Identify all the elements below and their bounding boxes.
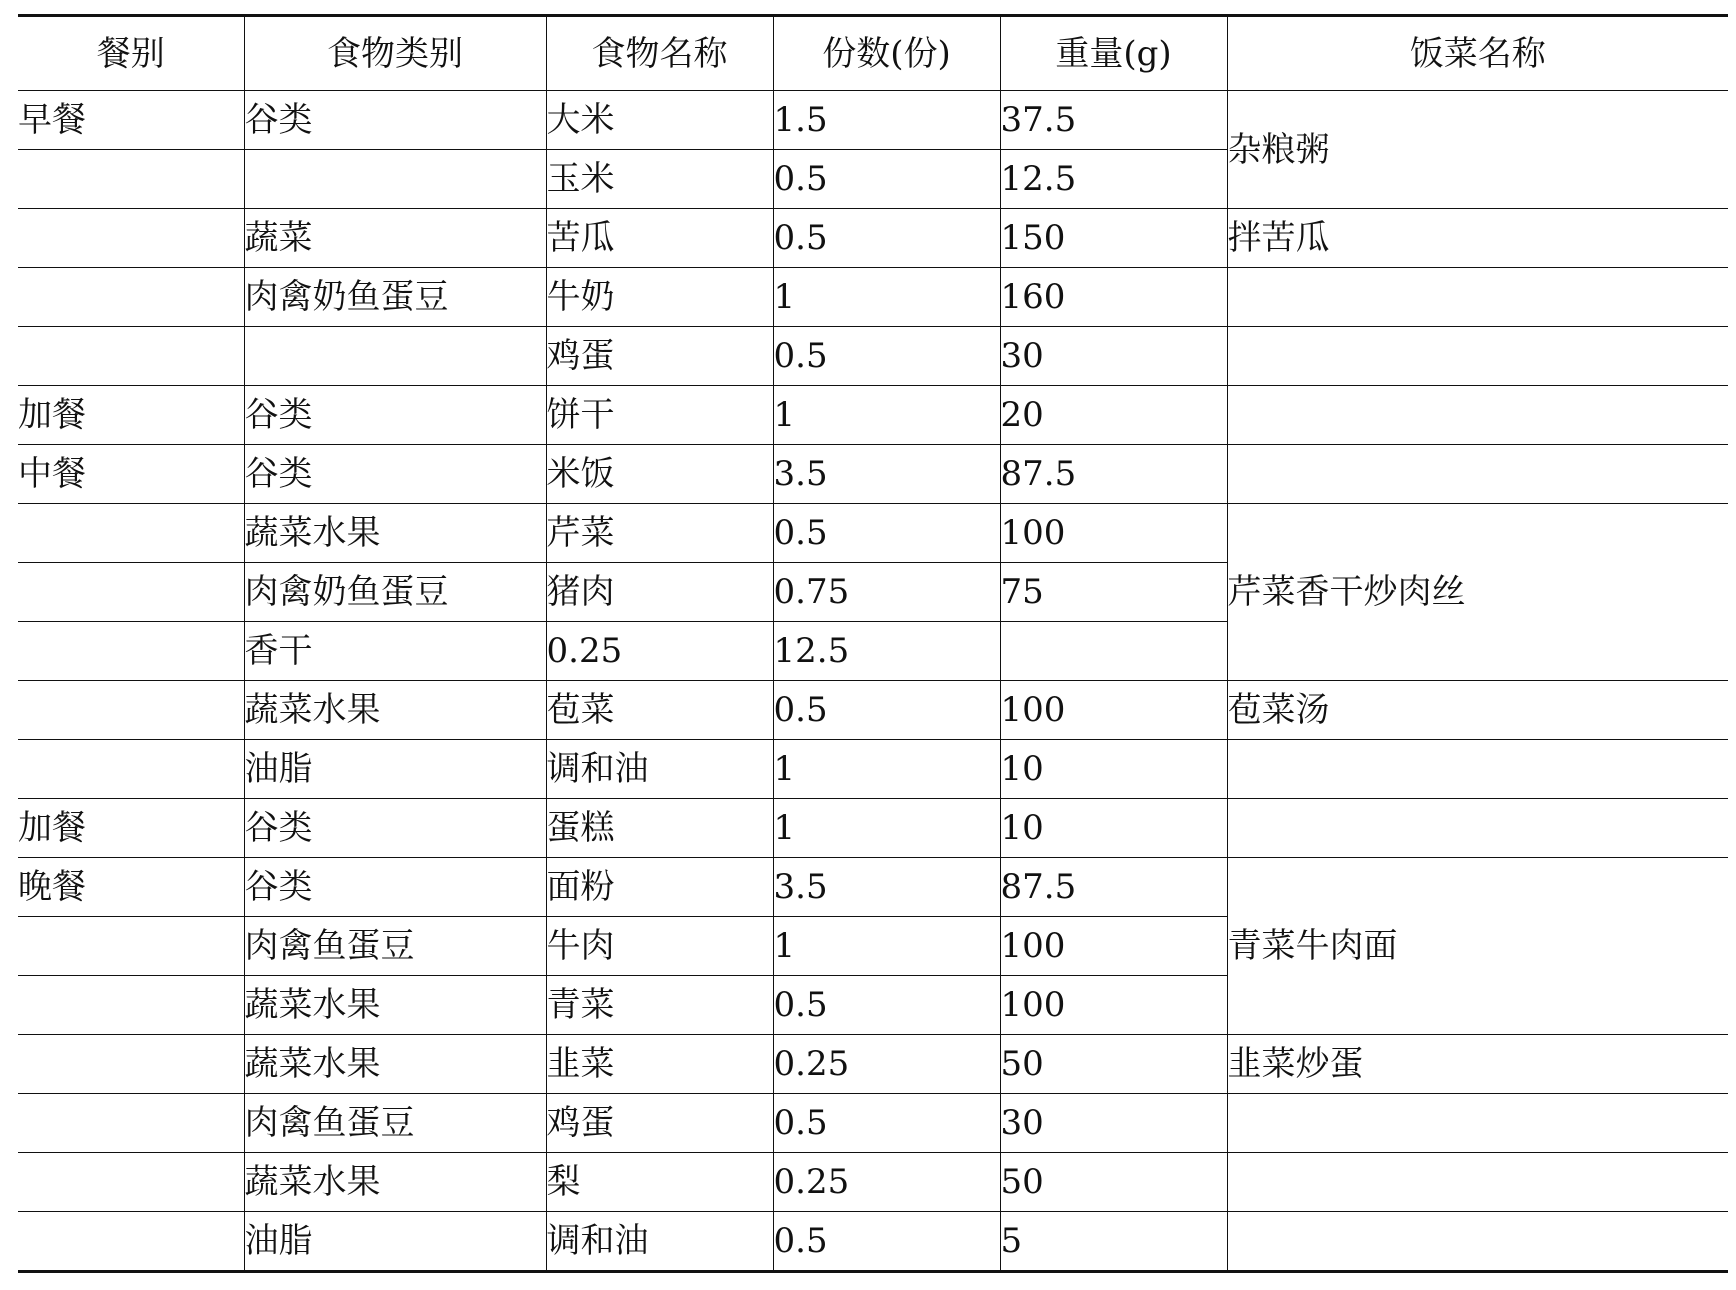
meal-cell: 中餐 — [18, 445, 244, 504]
portions-cell: 3.5 — [773, 858, 1000, 917]
food-name-cell: 鸡蛋 — [546, 327, 773, 386]
meal-plan-table — [18, 14, 1728, 1273]
table-row — [18, 327, 1728, 386]
table-row — [18, 799, 1728, 858]
category-cell: 肉禽鱼蛋豆 — [244, 1094, 546, 1153]
header-weight: 重量(g) — [1000, 16, 1227, 91]
portions-cell: 1.5 — [773, 91, 1000, 150]
table-row — [18, 445, 1728, 504]
table-row — [18, 504, 1728, 563]
weight-cell: 20 — [1000, 386, 1227, 445]
meal-cell — [18, 1094, 244, 1153]
weight-cell: 75 — [1000, 563, 1227, 622]
category-cell: 蔬菜水果 — [244, 1153, 546, 1212]
table-row — [18, 1035, 1728, 1094]
food-name-cell: 调和油 — [546, 1212, 773, 1272]
category-cell: 肉禽鱼蛋豆 — [244, 917, 546, 976]
meal-cell — [18, 327, 244, 386]
category-cell: 蔬菜 — [244, 209, 546, 268]
dish-name-cell — [1227, 1094, 1728, 1153]
portions-cell: 0.5 — [773, 681, 1000, 740]
dish-name-cell — [1227, 740, 1728, 799]
category-cell: 肉禽奶鱼蛋豆 — [244, 268, 546, 327]
portions-cell: 0.5 — [773, 209, 1000, 268]
weight-cell: 100 — [1000, 681, 1227, 740]
table-row — [18, 740, 1728, 799]
weight-cell: 30 — [1000, 1094, 1227, 1153]
dish-name-cell: 杂粮粥 — [1227, 91, 1728, 209]
weight-cell: 37.5 — [1000, 91, 1227, 150]
header-portions: 份数(份) — [773, 16, 1000, 91]
portions-cell: 1 — [773, 268, 1000, 327]
meal-cell — [18, 563, 244, 622]
meal-cell — [18, 1153, 244, 1212]
portions-cell: 0.5 — [773, 1212, 1000, 1272]
food-name-cell: 大米 — [546, 91, 773, 150]
weight-cell: 50 — [1000, 1153, 1227, 1212]
portions-cell: 0.5 — [773, 504, 1000, 563]
category-cell: 油脂 — [244, 1212, 546, 1272]
meal-cell — [18, 1212, 244, 1272]
meal-cell — [18, 150, 244, 209]
meal-cell — [18, 209, 244, 268]
meal-cell — [18, 622, 244, 681]
dish-name-cell: 拌苦瓜 — [1227, 209, 1728, 268]
food-name-cell: 鸡蛋 — [546, 1094, 773, 1153]
meal-cell: 早餐 — [18, 91, 244, 150]
table-row — [18, 209, 1728, 268]
food-name-cell: 芹菜 — [546, 504, 773, 563]
food-name-cell: 0.25 — [546, 622, 773, 681]
meal-cell: 加餐 — [18, 386, 244, 445]
meal-cell — [18, 268, 244, 327]
table-row — [18, 268, 1728, 327]
weight-cell: 12.5 — [1000, 150, 1227, 209]
category-cell: 谷类 — [244, 799, 546, 858]
portions-cell: 1 — [773, 740, 1000, 799]
weight-cell: 100 — [1000, 504, 1227, 563]
category-cell: 谷类 — [244, 858, 546, 917]
category-cell: 香干 — [244, 622, 546, 681]
weight-cell: 10 — [1000, 799, 1227, 858]
meal-cell — [18, 917, 244, 976]
dish-name-cell — [1227, 1212, 1728, 1272]
food-name-cell: 猪肉 — [546, 563, 773, 622]
table-row — [18, 1094, 1728, 1153]
header-food-name: 食物名称 — [546, 16, 773, 91]
table-header-row — [18, 16, 1728, 91]
food-name-cell: 米饭 — [546, 445, 773, 504]
category-cell: 蔬菜水果 — [244, 504, 546, 563]
food-name-cell: 牛肉 — [546, 917, 773, 976]
table-row — [18, 1212, 1728, 1272]
portions-cell: 12.5 — [773, 622, 1000, 681]
dish-name-cell — [1227, 1153, 1728, 1212]
header-category: 食物类别 — [244, 16, 546, 91]
portions-cell: 0.5 — [773, 1094, 1000, 1153]
meal-cell — [18, 740, 244, 799]
category-cell — [244, 150, 546, 209]
food-name-cell: 苦瓜 — [546, 209, 773, 268]
weight-cell: 150 — [1000, 209, 1227, 268]
dish-name-cell — [1227, 386, 1728, 445]
meal-cell — [18, 976, 244, 1035]
table-row — [18, 858, 1728, 917]
category-cell: 谷类 — [244, 91, 546, 150]
food-name-cell: 饼干 — [546, 386, 773, 445]
meal-cell — [18, 504, 244, 563]
dish-name-cell: 苞菜汤 — [1227, 681, 1728, 740]
weight-cell: 160 — [1000, 268, 1227, 327]
weight-cell: 50 — [1000, 1035, 1227, 1094]
weight-cell: 10 — [1000, 740, 1227, 799]
category-cell: 蔬菜水果 — [244, 681, 546, 740]
category-cell: 谷类 — [244, 445, 546, 504]
portions-cell: 0.5 — [773, 976, 1000, 1035]
food-name-cell: 面粉 — [546, 858, 773, 917]
table-row — [18, 681, 1728, 740]
dish-name-cell — [1227, 268, 1728, 327]
header-meal: 餐别 — [18, 16, 244, 91]
portions-cell: 1 — [773, 386, 1000, 445]
weight-cell — [1000, 622, 1227, 681]
portions-cell: 0.25 — [773, 1035, 1000, 1094]
food-name-cell: 苞菜 — [546, 681, 773, 740]
weight-cell: 100 — [1000, 976, 1227, 1035]
category-cell: 肉禽奶鱼蛋豆 — [244, 563, 546, 622]
portions-cell: 3.5 — [773, 445, 1000, 504]
food-name-cell: 玉米 — [546, 150, 773, 209]
meal-cell — [18, 1035, 244, 1094]
dish-name-cell: 芹菜香干炒肉丝 — [1227, 504, 1728, 681]
dish-name-cell — [1227, 799, 1728, 858]
dish-name-cell: 青菜牛肉面 — [1227, 858, 1728, 1035]
food-name-cell: 蛋糕 — [546, 799, 773, 858]
meal-cell: 加餐 — [18, 799, 244, 858]
weight-cell: 100 — [1000, 917, 1227, 976]
weight-cell: 5 — [1000, 1212, 1227, 1272]
food-name-cell: 韭菜 — [546, 1035, 773, 1094]
dish-name-cell: 韭菜炒蛋 — [1227, 1035, 1728, 1094]
table-row — [18, 386, 1728, 445]
food-name-cell: 梨 — [546, 1153, 773, 1212]
table-row — [18, 91, 1728, 150]
food-name-cell: 牛奶 — [546, 268, 773, 327]
meal-cell — [18, 681, 244, 740]
weight-cell: 87.5 — [1000, 858, 1227, 917]
food-name-cell: 青菜 — [546, 976, 773, 1035]
portions-cell: 0.5 — [773, 150, 1000, 209]
category-cell — [244, 327, 546, 386]
table-row — [18, 1153, 1728, 1212]
category-cell: 蔬菜水果 — [244, 976, 546, 1035]
portions-cell: 1 — [773, 917, 1000, 976]
food-name-cell: 调和油 — [546, 740, 773, 799]
category-cell: 油脂 — [244, 740, 546, 799]
dish-name-cell — [1227, 445, 1728, 504]
weight-cell: 30 — [1000, 327, 1227, 386]
portions-cell: 0.5 — [773, 327, 1000, 386]
category-cell: 蔬菜水果 — [244, 1035, 546, 1094]
meal-cell: 晚餐 — [18, 858, 244, 917]
portions-cell: 0.75 — [773, 563, 1000, 622]
portions-cell: 0.25 — [773, 1153, 1000, 1212]
header-dish-name: 饭菜名称 — [1227, 16, 1728, 91]
dish-name-cell — [1227, 327, 1728, 386]
weight-cell: 87.5 — [1000, 445, 1227, 504]
portions-cell: 1 — [773, 799, 1000, 858]
category-cell: 谷类 — [244, 386, 546, 445]
